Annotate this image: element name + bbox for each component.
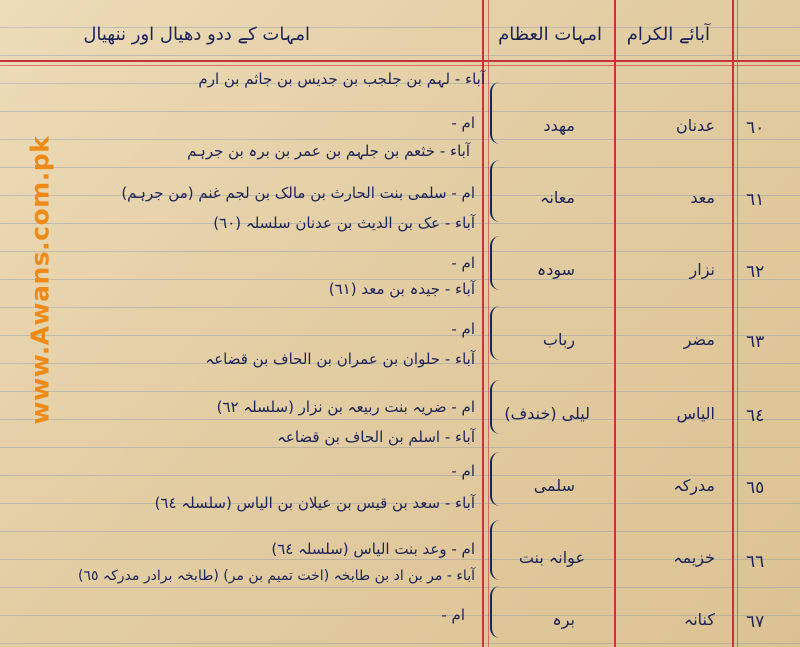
- row-number: ٦٠: [746, 118, 765, 138]
- row-brace: [490, 306, 502, 360]
- header-red-rule: [0, 60, 800, 62]
- lineage-note: ام - ضریہ بنت ربیعہ بن نزار (سلسلہ ٦٢): [216, 398, 475, 416]
- row-brace: [490, 452, 502, 506]
- row-brace: [490, 520, 502, 580]
- lineage-note: آباء - سعد بن قیس بن عیلان بن الیاس (سلسلہ ٦٤): [154, 494, 475, 512]
- header-mothers: امہات العظام: [498, 24, 602, 45]
- column-divider-right-margin: [732, 0, 734, 647]
- column-divider-notes-mothers-2: [488, 0, 489, 647]
- lineage-note: آباء - مر بن اد بن طابخہ (اخت تمیم بن مر) (طابخہ برادر مدرکہ ٦٥): [77, 568, 475, 584]
- row-number: ٦٦: [746, 552, 765, 572]
- row-number: ٦٧: [746, 612, 765, 632]
- lineage-note: ام -: [451, 114, 475, 132]
- mother-name: سلمی: [533, 476, 575, 495]
- lineage-note: آباء - جیدہ بن معد (٦١): [328, 280, 475, 298]
- lineage-note: ام - وعد بنت الیاس (سلسلہ ٦٤): [271, 540, 475, 558]
- lineage-note: ام -: [451, 320, 475, 338]
- header-notes: امہات کے ددو دھیال اور ننھیال: [83, 24, 310, 45]
- father-name: معد: [690, 188, 715, 207]
- column-divider-mothers-fathers: [614, 0, 616, 647]
- lineage-note: آباء - اسلم بن الحاف بن قضاعہ: [277, 428, 475, 446]
- row-number: ٦٥: [746, 478, 765, 498]
- father-name: عدنان: [675, 116, 715, 135]
- father-name: خزیمہ: [673, 548, 715, 567]
- row-brace: [490, 236, 502, 290]
- mother-name: سودہ: [536, 260, 575, 279]
- father-name: مضر: [683, 330, 715, 349]
- header-red-rule-2: [0, 65, 800, 66]
- header-fathers: آبائے الکرام: [626, 24, 710, 45]
- lineage-note: ام -: [441, 606, 465, 624]
- row-brace: [490, 82, 502, 144]
- lineage-note: ام -: [451, 254, 475, 272]
- father-name: نزار: [689, 260, 715, 279]
- mother-name: برہ: [552, 610, 575, 629]
- lineage-note: ام -: [451, 462, 475, 480]
- mother-name: مھدد: [543, 116, 575, 135]
- column-divider-right-margin-2: [737, 0, 738, 647]
- row-number: ٦٢: [746, 262, 765, 282]
- lineage-note: آباء - عک بن الدیث بن عدنان سلسلہ (٦٠): [213, 214, 475, 232]
- row-brace: [490, 380, 502, 434]
- lineage-note: آباء - خثعم بن جلہم بن عمر بن برہ بن جرہم: [187, 142, 470, 160]
- mother-name: رباب: [542, 330, 575, 349]
- column-divider-notes-mothers: [482, 0, 484, 647]
- row-number: ٦١: [746, 190, 765, 210]
- father-name: کنانہ: [683, 610, 715, 629]
- row-brace: [490, 160, 502, 222]
- mother-name: معانہ: [540, 188, 575, 207]
- lineage-note: ام - سلمی بنت الحارث بن مالک بن لجم غنم (من جرہم): [121, 184, 475, 202]
- lineage-note: آباء - لہم بن جلجب بن جدیس بن جاثم بن ارم: [198, 70, 485, 88]
- lineage-note: آباء - حلوان بن عمران بن الحاف بن قضاعہ: [205, 350, 475, 368]
- father-name: مدرکہ: [673, 476, 715, 495]
- row-brace: [490, 586, 502, 638]
- row-number: ٦٤: [746, 406, 765, 426]
- watermark-text: www.Awans.com.pk: [25, 135, 55, 425]
- mother-name: عوانہ بنت: [518, 548, 585, 567]
- mother-name: لیلی (خندف): [504, 404, 590, 423]
- father-name: الیاس: [676, 404, 715, 423]
- row-number: ٦٣: [746, 332, 765, 352]
